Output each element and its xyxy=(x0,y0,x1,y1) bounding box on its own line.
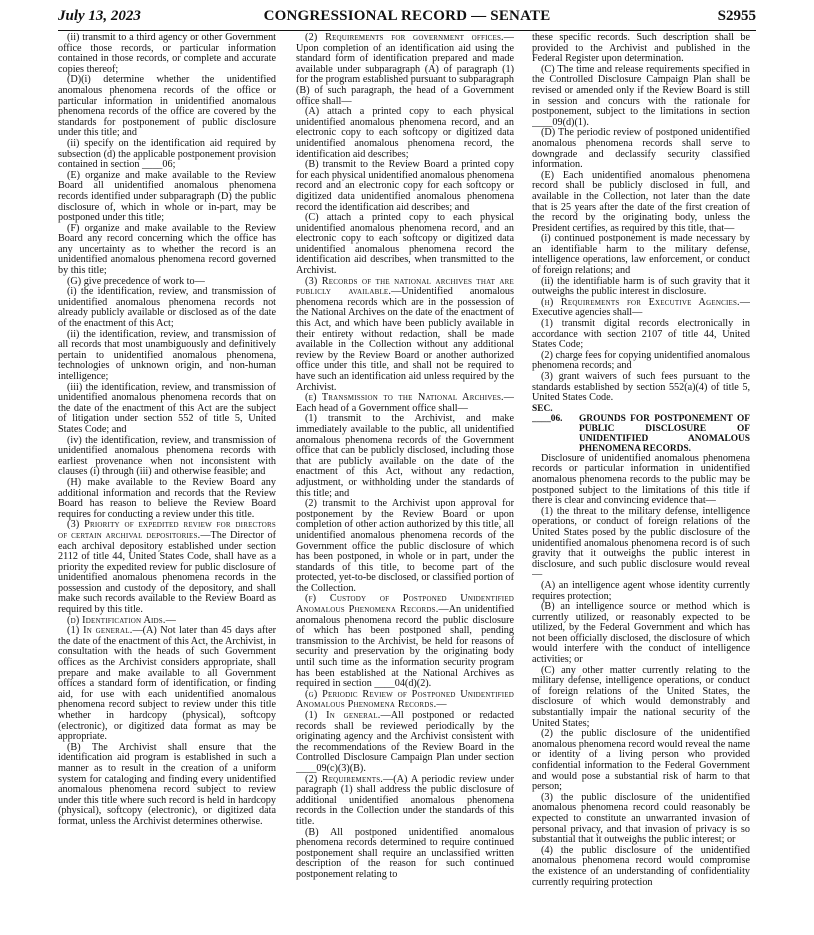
header-title: CONGRESSIONAL RECORD — SENATE xyxy=(263,8,551,24)
paragraph-text: — xyxy=(165,614,176,626)
paragraph xyxy=(58,383,276,436)
paragraph xyxy=(58,287,276,329)
paragraph-text: (i) continued postponement is made necessary by an identifiable harm to the military defense, intelligence operations, law enforcement, or conduct of foreign relations; and xyxy=(532,233,750,277)
paragraph-text: (B) The Archivist shall ensure that the identification aid program is established in such a manner as to result in the creation of a uniform system for cataloging and finding every unidentified anomalous phenomena record subject to review under this title where such record is held in hardcopy (physical), softcopy (electronic), or digitized data format, unless the Archivist determines otherwise. xyxy=(58,741,276,827)
paragraph-text: (D) The periodic review of postponed unidentified anomalous phenomena records shall serve to downgrade and declassify security classified information. xyxy=(532,127,750,171)
paragraph xyxy=(296,277,514,394)
paragraph xyxy=(532,33,750,65)
paragraph-text: (1) transmit to the Archivist, and make immediately available to the public, all unidentified anomalous phenomena records of the Government office that can be publicly disclosed, including those that are publicly available on the date of the enactment of this Act, without any redaction, adjustment, or withholding under the standards of this title; and xyxy=(296,413,514,499)
paragraph-heading: (2) Requirements for government offices. xyxy=(305,33,504,43)
paragraph-text: —Executive agencies shall— xyxy=(532,296,750,319)
paragraph-text: (iv) the identification, review, and transmission of unidentified anomalous phenomena records with earliest provenance when not inconsistent with clauses (i) through (iii) and otherwise feasible; and xyxy=(58,434,276,478)
paragraph-text: (2) charge fees for copying unidentified anomalous phenomena records; and xyxy=(532,349,750,372)
paragraph-text: (C) attach a printed copy to each physical unidentified anomalous phenomena record, and an electronic copy to each softcopy or digitized data unidentified anomalous phenomena record the identification aid describes, when transmitted to the Archivist. xyxy=(296,212,514,277)
paragraph xyxy=(296,711,514,775)
paragraph-text: —(A) Not later than 45 days after the date of the enactment of this Act, the Archivist, in consultation with the heads of such Government offices as the Archivist considers appropriate, shall prepare and make available to all Government offices a standard form of identification, or finding aid, for use with each unidentified anomalous phenomena record subject to review under this title whether in hardcopy (physical), softcopy (electronic), or digitized data format as may be appropriate. xyxy=(58,625,276,743)
paragraph xyxy=(58,436,276,478)
paragraph-text: (ii) transmit to a third agency or other Government office those records, or particular information contained in those records, or complete and accurate copies thereof; xyxy=(58,33,276,75)
paragraph-heading: (3) Priority of expedited review for directors of certain archival depositories. xyxy=(58,519,276,541)
paragraph-text: (A) attach a printed copy to each physical unidentified anomalous phenomena record, and an electronic copy to each softcopy or digitized data unidentified anomalous phenomena record, the identification aid describes; xyxy=(296,106,514,160)
paragraph-heading: (3) Records of the national archives that are publicly available. xyxy=(296,275,514,298)
paragraph-text: (ii) the identifiable harm is of such gravity that it outweighs the public interest in disclosure. xyxy=(532,275,750,298)
paragraph-heading: (e) Transmission to the National Archives. xyxy=(305,392,504,404)
paragraph xyxy=(296,393,514,414)
paragraph xyxy=(296,499,514,594)
page-header xyxy=(58,8,756,31)
paragraph xyxy=(532,793,750,846)
paragraph-text: (1) transmit digital records electronically in accordance with section 2107 of title 44, United States Code; xyxy=(532,318,750,351)
paragraph xyxy=(58,520,276,615)
paragraph xyxy=(532,319,750,351)
paragraph-text: (D)(i) determine whether the unidentified anomalous phenomena records of the office or particular information in unidentified anomalous phenomena records of the office are covered by the standards for postponement of public disclosure under this title; and xyxy=(58,74,276,139)
paragraph-text: —Unidentified anomalous phenomena records which are in the possession of the National Archives on the date of the enactment of this Act, and which have been publicly available in their entirety without redaction, shall be made available in the Collection without any additional review by the Review Board or another authorized office under this title, and shall not be required to have such an identification aid unless required by the Archivist. xyxy=(296,286,514,393)
paragraph-heading: (1) In general. xyxy=(67,625,133,637)
paragraph xyxy=(532,171,750,235)
paragraph xyxy=(532,666,750,730)
paragraph xyxy=(58,626,276,743)
paragraph xyxy=(296,107,514,160)
paragraph-text: (3) grant waivers of such fees pursuant to the standards established by section 552(a)(4) of title 5, United States Code. xyxy=(532,371,750,404)
paragraph xyxy=(532,234,750,276)
paragraph xyxy=(58,478,276,520)
paragraph-text: —Each head of a Government office shall— xyxy=(296,392,514,414)
paragraph xyxy=(296,33,514,107)
paragraph xyxy=(296,414,514,499)
paragraph-heading: (g) Periodic Review of Postponed Unidentified Anomalous Phenomena Records. xyxy=(296,688,514,711)
paragraph-text: these specific records. Such description shall be provided to the Archivist and published in the Federal Register upon determination. xyxy=(532,33,750,65)
paragraph xyxy=(532,372,750,404)
paragraph-text: —All postponed or redacted records shall be reviewed periodically by the originating agency and the Archivist consistent with the recommendations of the Review Board in the Controlled Disclosure Campaign Plan under section ____09(c)(3)(B). xyxy=(296,710,514,774)
paragraph xyxy=(532,65,750,129)
paragraph xyxy=(532,277,750,298)
paragraph-text: (E) Each unidentified anomalous phenomena record shall be publicly disclosed in full, and available in the Collection, not later than the date that is 25 years after the date of the first creation of the record by the originating body, unless the President certifies, as required by this title, that— xyxy=(532,169,750,234)
paragraph xyxy=(532,128,750,170)
paragraph-text: —(A) A periodic review under paragraph (1) shall address the public disclosure of additional unidentified anomalous phenomena records in the Collection under the standards of this title. xyxy=(296,773,514,827)
paragraph xyxy=(532,581,750,602)
paragraph-text: (iii) the identification, review, and transmission of unidentified anomalous phenomena records that on the date of the enactment of this Act are the subject of litigation under section 552 of title 5, United States Code; and xyxy=(58,381,276,435)
paragraph xyxy=(532,602,750,666)
paragraph xyxy=(58,224,276,277)
paragraph-text: (ii) the identification, review, and transmission of all records that most unambiguously and definitively pertain to unidentified anomalous phenomena, technologies of unknown origin, and non-human intelligence; xyxy=(58,328,276,382)
paragraph xyxy=(296,594,514,689)
paragraph-text: (ii) specify on the identification aid required by subsection (d) the applicable postponement provision contained in section ____06; xyxy=(58,137,276,171)
section-heading xyxy=(532,404,750,454)
paragraph-heading: (1) In general. xyxy=(305,710,381,721)
paragraph xyxy=(532,351,750,372)
paragraph-text: (4) the public disclosure of the unidentified anomalous phenomena record would compromise the existence of an understanding of confidentiality currently requiring protection xyxy=(532,844,750,888)
paragraph xyxy=(296,160,514,213)
paragraph-text: (B) All postponed unidentified anomalous phenomena records determined to require continued postponement shall require an unclassified written description of the reason for such continued postponement relating to xyxy=(296,826,514,880)
paragraph xyxy=(58,75,276,139)
paragraph xyxy=(58,330,276,383)
paragraph-text: (C) The time and release requirements specified in the Controlled Disclosure Campaign Plan shall be revised or amended only if the Review Board is still in session and concurs with the rationale for postponement, subject to the limitations in section ____09(d)(1). xyxy=(532,63,750,128)
paragraph xyxy=(532,846,750,888)
paragraph-text: (H) make available to the Review Board any additional information and records that the Review Board has reason to believe the Review Board requires for conducting a review under this title. xyxy=(58,476,276,520)
paragraph-text: —An unidentified anomalous phenomena record the public disclosure of which has been postponed shall, pending transmission to the Archivist, be held for reasons of security and preservation by the originating body until such time as the information security program has been established at the National Archives as required in section ____04(d)(2). xyxy=(296,604,514,690)
paragraph-text: (2) the public disclosure of the unidentified anomalous phenomena record would reveal the name or identity of a living person who provided confidential information to the Federal Government and would pose a substantial risk of harm to that person; xyxy=(532,728,750,793)
paragraph xyxy=(532,454,750,507)
paragraph-heading: (h) Requirements for Executive Agencies. xyxy=(541,296,740,308)
paragraph-text: (1) the threat to the military defense, intelligence operations, or conduct of foreign relations of the United States posed by the public disclosure of the unidentified anomalous phenomena record is of such gravity that it outweighs the public interest in disclosure, and such public disclosure would reveal— xyxy=(532,505,750,581)
paragraph xyxy=(58,743,276,828)
paragraph-text: (A) an intelligence agent whose identity currently requires protection; xyxy=(532,579,750,602)
paragraph-text: —The Director of each archival depository established under section 2112 of title 44, United States Code, shall have as a priority the expedited review for public disclosure of unidentified anomalous phenomena records in the possession and custody of the depository, and shall make such records available to the Review Board as required by this title. xyxy=(58,529,276,616)
paragraph-text: (2) transmit to the Archivist upon approval for postponement by the Review Board or upon completion of other action authorized by this title, all unidentified anomalous phenomena records of the Government office the public disclosure of which has been postponed, in whole or in part, under the standards of this title, to become part of the protected, yet-to-be disclosed, or classified portion of the Collection. xyxy=(296,498,514,594)
paragraph xyxy=(296,775,514,828)
paragraph-text: — xyxy=(436,699,447,711)
paragraph xyxy=(532,729,750,793)
paragraph-text: (F) organize and make available to the Review Board any record concerning which the office has any uncertainty as to whether the record is an unidentified anomalous phenomena record governed by this title; xyxy=(58,222,276,277)
paragraph xyxy=(296,213,514,277)
header-page-number: S2955 xyxy=(717,8,756,24)
paragraph-text: (C) any other matter currently relating to the military defense, intelligence operations, or conduct of foreign relations of the United States, the disclosure of which would demonstrably and substantially impair the national security of the United States; xyxy=(532,664,750,729)
paragraph-text: (E) organize and make available to the Review Board all unidentified anomalous phenomena records identified under subparagraph (D) the public disclosure of, which in whole or in-part, may be postponed under this title; xyxy=(58,169,276,224)
paragraph-text: Disclosure of unidentified anomalous phenomena records or particular information in unidentified anomalous phenomena records to the public may be postponed subject to the limitations of this title if there is clear and convincing evidence that— xyxy=(532,452,750,507)
paragraph xyxy=(58,33,276,75)
section-title: GROUNDS FOR POSTPONEMENT OF PUBLIC DISCLOSURE OF UNIDENTIFIED ANOMALOUS PHENOMENA RECORDS. xyxy=(579,413,750,454)
text-column-2 xyxy=(296,33,514,935)
paragraph-heading: (f) Custody of Postponed Unidentified Anomalous Phenomena Records. xyxy=(296,593,514,616)
paragraph xyxy=(58,171,276,224)
paragraph-text: (3) the public disclosure of the unidentified anomalous phenomena record could reasonably be expected to constitute an unwarranted invasion of personal privacy, and that invasion of privacy is so substantial that it outweighs the public interest; or xyxy=(532,791,750,846)
section-number: SEC. ____06. xyxy=(532,403,563,424)
paragraph-text: (G) give precedence of work to— xyxy=(67,275,205,287)
paragraph-text: (B) transmit to the Review Board a printed copy for each physical unidentified anomalous phenomena record and an electronic copy for each softcopy or digitized data unidentified anomalous phenomena record the identification aid describes; and xyxy=(296,159,514,213)
paragraph-heading: (d) Identification Aids. xyxy=(67,614,166,626)
text-column-1 xyxy=(58,33,276,935)
paragraph-heading: (2) Requirements. xyxy=(305,773,384,785)
paragraph xyxy=(532,507,750,581)
paragraph xyxy=(296,690,514,711)
paragraph xyxy=(296,828,514,881)
paragraph-text: (i) the identification, review, and transmission of unidentified anomalous phenomena records not already publicly available or disclosed as of the date of the enactment of this Act; xyxy=(58,286,276,330)
paragraph-text: —Upon completion of an identification aid using the standard form of identification prepared and made available under subparagraph (A) of paragraph (1) for the program established pursuant to subparagraph (B) of such paragraph, the head of a Government office shall— xyxy=(296,33,514,107)
paragraph xyxy=(532,298,750,319)
paragraph-text: (B) an intelligence source or method which is currently utilized, or reasonably expected to be utilized, by the Federal Government and which has not been officially disclosed, the disclosure of which would interfere with the conduct of intelligence activities; or xyxy=(532,601,750,666)
header-date: July 13, 2023 xyxy=(58,8,141,24)
paragraph xyxy=(58,139,276,171)
text-column-3 xyxy=(532,33,750,935)
